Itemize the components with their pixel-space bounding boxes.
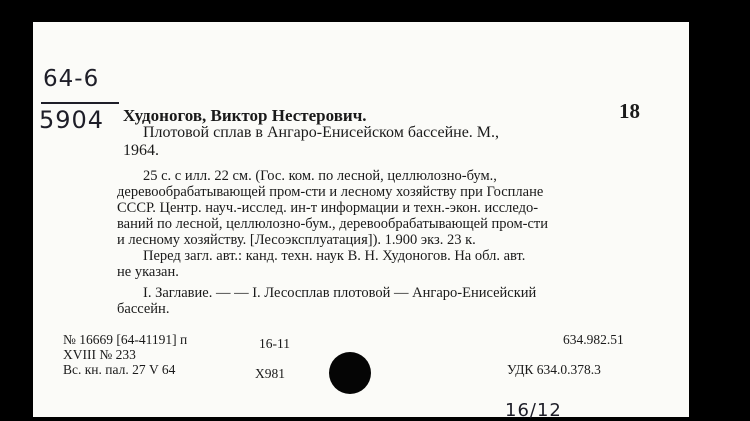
card-number: 18 bbox=[619, 99, 640, 123]
handwritten-shelf-mark: 64-6 bbox=[43, 66, 100, 92]
punch-hole bbox=[329, 352, 371, 394]
footer-registry-number: № 16669 [64-41191] п bbox=[63, 332, 188, 347]
footer-chamber-date: Вс. кн. пал. 27 V 64 bbox=[63, 362, 176, 377]
description-line: ваний по лесной, целлюлозно-бум., деревообрабатывающей пром-сти bbox=[117, 216, 548, 232]
title-line-2: 1964. bbox=[123, 142, 159, 159]
handwritten-bottom-note: 16/12 bbox=[505, 400, 562, 421]
footer-udc: УДК 634.0.378.3 bbox=[507, 362, 601, 377]
description-line: и лесному хозяйству. [Лесоэксплуатация]). 1.900 экз. 23 к. bbox=[117, 232, 476, 248]
subject-line: I. Заглавие. — — I. Лесосплав плотовой — Ангаро-Енисейский bbox=[143, 285, 537, 301]
title-line-1: Плотовой сплав в Ангаро-Енисейском бассейне. М., bbox=[143, 124, 500, 141]
footer-series: XVIII № 233 bbox=[63, 347, 136, 362]
footer-code: 16-11 bbox=[259, 336, 290, 351]
footer-code-x: Х981 bbox=[255, 366, 285, 381]
catalog-card bbox=[33, 22, 689, 421]
handwritten-inventory-number: 5904 bbox=[39, 106, 105, 134]
description-line: деревообрабатывающей пром-сти и лесному хозяйству при Госплане bbox=[117, 184, 544, 200]
description-line: 25 с. с илл. 22 см. (Гос. ком. по лесной, целлюлозно-бум., bbox=[143, 168, 497, 184]
handwritten-underline bbox=[41, 102, 119, 104]
footer-classification: 634.982.51 bbox=[563, 332, 624, 347]
author-heading: Худоногов, Виктор Нестерович. bbox=[123, 106, 367, 125]
description-line: Перед загл. авт.: канд. техн. наук В. Н. Худоногов. На обл. авт. bbox=[143, 248, 526, 264]
description-line: не указан. bbox=[117, 264, 179, 280]
description-line: СССР. Центр. науч.-исслед. ин-т информации и техн.-экон. исследо- bbox=[117, 200, 539, 216]
subject-line: бассейн. bbox=[117, 301, 170, 317]
